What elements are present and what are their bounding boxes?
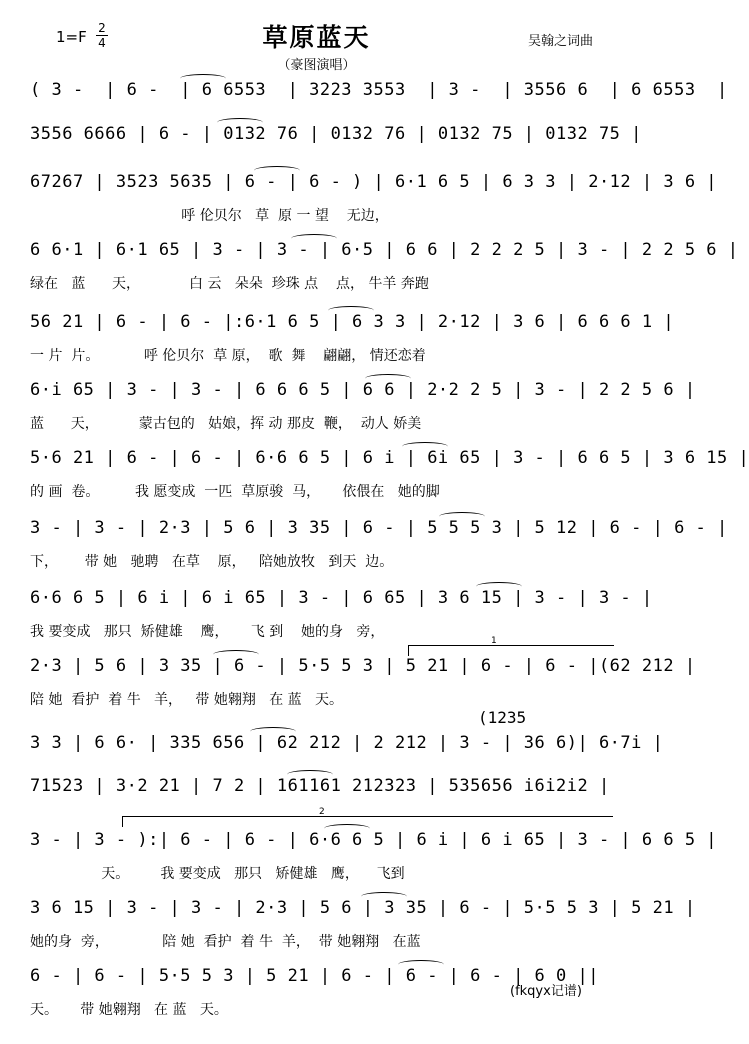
score-system xyxy=(0,656,696,720)
score-system xyxy=(0,588,653,652)
lyrics-line: 我 要变成 那只 矫健雄 鹰， 飞 到 她的身 旁， xyxy=(30,624,385,640)
beam-line xyxy=(30,104,613,105)
lyrics-line: 她的身 旁， 陪 她 看护 着 牛 羊， 带 她翱翔 在蓝 xyxy=(30,934,421,950)
score-system xyxy=(0,172,718,236)
slur-mark xyxy=(180,74,226,83)
intro-mark: (1235 xyxy=(478,708,527,727)
slur-mark xyxy=(213,650,259,659)
notation-line: 3556 6666 | 6 - | 0132 76 | 0132 76 | 0132 75 | 0132 75 | xyxy=(30,124,642,144)
notation-line: 6 - | 6 - | 5·5 5 3 | 5 21 | 6 - | 6 - | 6 - | 6 0 || xyxy=(30,966,599,986)
lyrics-line: 下， 带 她 驰聘 在草 原， 陪她放牧 到天 边。 xyxy=(30,554,394,570)
author-credit: 吴翰之词曲 xyxy=(527,34,593,49)
score-system xyxy=(0,898,696,962)
slur-mark xyxy=(402,442,448,451)
slur-mark xyxy=(250,727,296,736)
beam-line xyxy=(30,612,613,613)
notation-line: 2·3 | 5 6 | 3 35 | 6 - | 5·5 5 3 | 5 21 | 6 - | 6 - |(62 212 | xyxy=(30,656,696,676)
notation-line: 3 3 | 6 6· | 335 656 | 62 212 | 2 212 | 3 - | 36 6)| 6·7i | xyxy=(30,733,664,753)
lyrics-line: 绿在 蓝 天， 白 云 朵朵 珍珠 点 点， 牛羊 奔跑 xyxy=(30,276,429,292)
slur-mark xyxy=(291,234,337,243)
notation-line: 6·6 6 5 | 6 i | 6 i 65 | 3 - | 6 65 | 3 6 15 | 3 - | 3 - | xyxy=(30,588,653,608)
slur-mark xyxy=(476,582,522,591)
song-title: 草原蓝天 xyxy=(262,23,371,52)
beam-line xyxy=(30,922,613,923)
beam-line xyxy=(30,800,613,801)
notation-line: 5·6 21 | 6 - | 6 - | 6·6 6 5 | 6 i | 6i 65 | 3 - | 6 6 5 | 3 6 15 | xyxy=(30,448,749,468)
time-top: 2 xyxy=(98,21,106,35)
score-system xyxy=(0,518,728,582)
beam-line xyxy=(30,404,613,405)
notation-line: 67267 | 3523 5635 | 6 - | 6 - ) | 6·1 6 5 | 6 3 3 | 2·12 | 3 6 | xyxy=(30,172,718,192)
lyrics-line: 蓝 天， 蒙古包的 姑娘，挥 动 那皮 鞭， 动人 娇美 xyxy=(30,416,422,432)
score-system xyxy=(0,380,696,444)
slur-mark xyxy=(439,512,485,521)
lyrics-line: 一 片 片。 呼 伦贝尔 草 原， 歌 舞 翩翩， 情还恋着 xyxy=(30,348,426,364)
lyrics-line: 呼 伦贝尔 草 原 一 望 无边， xyxy=(30,208,389,224)
notation-line: ( 3 - | 6 - | 6 6553 | 3223 3553 | 3 - | 3556 6 | 6 6553 | xyxy=(30,80,728,100)
lyrics-line: 陪 她 看护 着 牛 羊， 带 她翱翔 在 蓝 天。 xyxy=(30,692,344,708)
slur-mark xyxy=(254,166,300,175)
lyrics-line: 的 画 卷。 我 愿变成 一匹 草原骏 马， 依偎在 她的脚 xyxy=(30,484,440,500)
notation-line: 71523 | 3·2 21 | 7 2 | 161161 212323 | 535656 i6i2i2 | xyxy=(30,776,610,796)
lyrics-line: 天。 带 她翱翔 在 蓝 天。 xyxy=(30,1002,228,1018)
notation-line: 3 6 15 | 3 - | 3 - | 2·3 | 5 6 | 3 35 | 6 - | 5·5 5 3 | 5 21 | xyxy=(30,898,696,918)
slur-mark xyxy=(217,118,263,127)
slur-mark xyxy=(398,960,444,969)
beam-line xyxy=(30,336,613,337)
beam-line xyxy=(30,148,613,149)
beam-line xyxy=(30,542,613,543)
slur-mark xyxy=(287,770,333,779)
beam-line xyxy=(30,264,613,265)
notation-line: 6·i 65 | 3 - | 3 - | 6 6 6 5 | 6 6 | 2·2 2 5 | 3 - | 2 2 5 6 | xyxy=(30,380,696,400)
notation-line: 56 21 | 6 - | 6 - |:6·1 6 5 | 6 3 3 | 2·12 | 3 6 | 6 6 6 1 | xyxy=(30,312,675,332)
score-system xyxy=(0,830,718,894)
volta-bracket-2: 2 xyxy=(122,816,613,827)
lyrics-line: 天。 我 要变成 那只 矫健雄 鹰， 飞到 xyxy=(30,866,405,882)
notation-line: 3 - | 3 - | 2·3 | 5 6 | 3 35 | 6 - | 5 5 5 3 | 5 12 | 6 - | 6 - | xyxy=(30,518,728,538)
slur-mark xyxy=(361,892,407,901)
time-bottom: 4 xyxy=(98,36,106,50)
beam-line xyxy=(30,680,613,681)
score-system xyxy=(0,448,749,512)
volta-bracket-1: 1 xyxy=(408,645,614,656)
slur-mark xyxy=(365,374,411,383)
transcriber-credit: (fkqyx记谱) xyxy=(510,984,582,999)
score-system xyxy=(0,240,739,304)
beam-line xyxy=(30,472,613,473)
notation-line: 6 6·1 | 6·1 65 | 3 - | 3 - | 6·5 | 6 6 | 2 2 2 5 | 3 - | 2 2 5 6 | xyxy=(30,240,739,260)
notation-line: 3 - | 3 - ):| 6 - | 6 - | 6·6 6 5 | 6 i | 6 i 65 | 3 - | 6 6 5 | xyxy=(30,830,718,850)
slur-mark xyxy=(328,306,374,315)
key-signature: 1=F xyxy=(56,28,87,46)
score-system xyxy=(0,312,675,376)
beam-line xyxy=(30,757,613,758)
beam-line xyxy=(30,196,613,197)
singer-credit: （豪图演唱） xyxy=(277,58,356,73)
beam-line xyxy=(30,854,613,855)
